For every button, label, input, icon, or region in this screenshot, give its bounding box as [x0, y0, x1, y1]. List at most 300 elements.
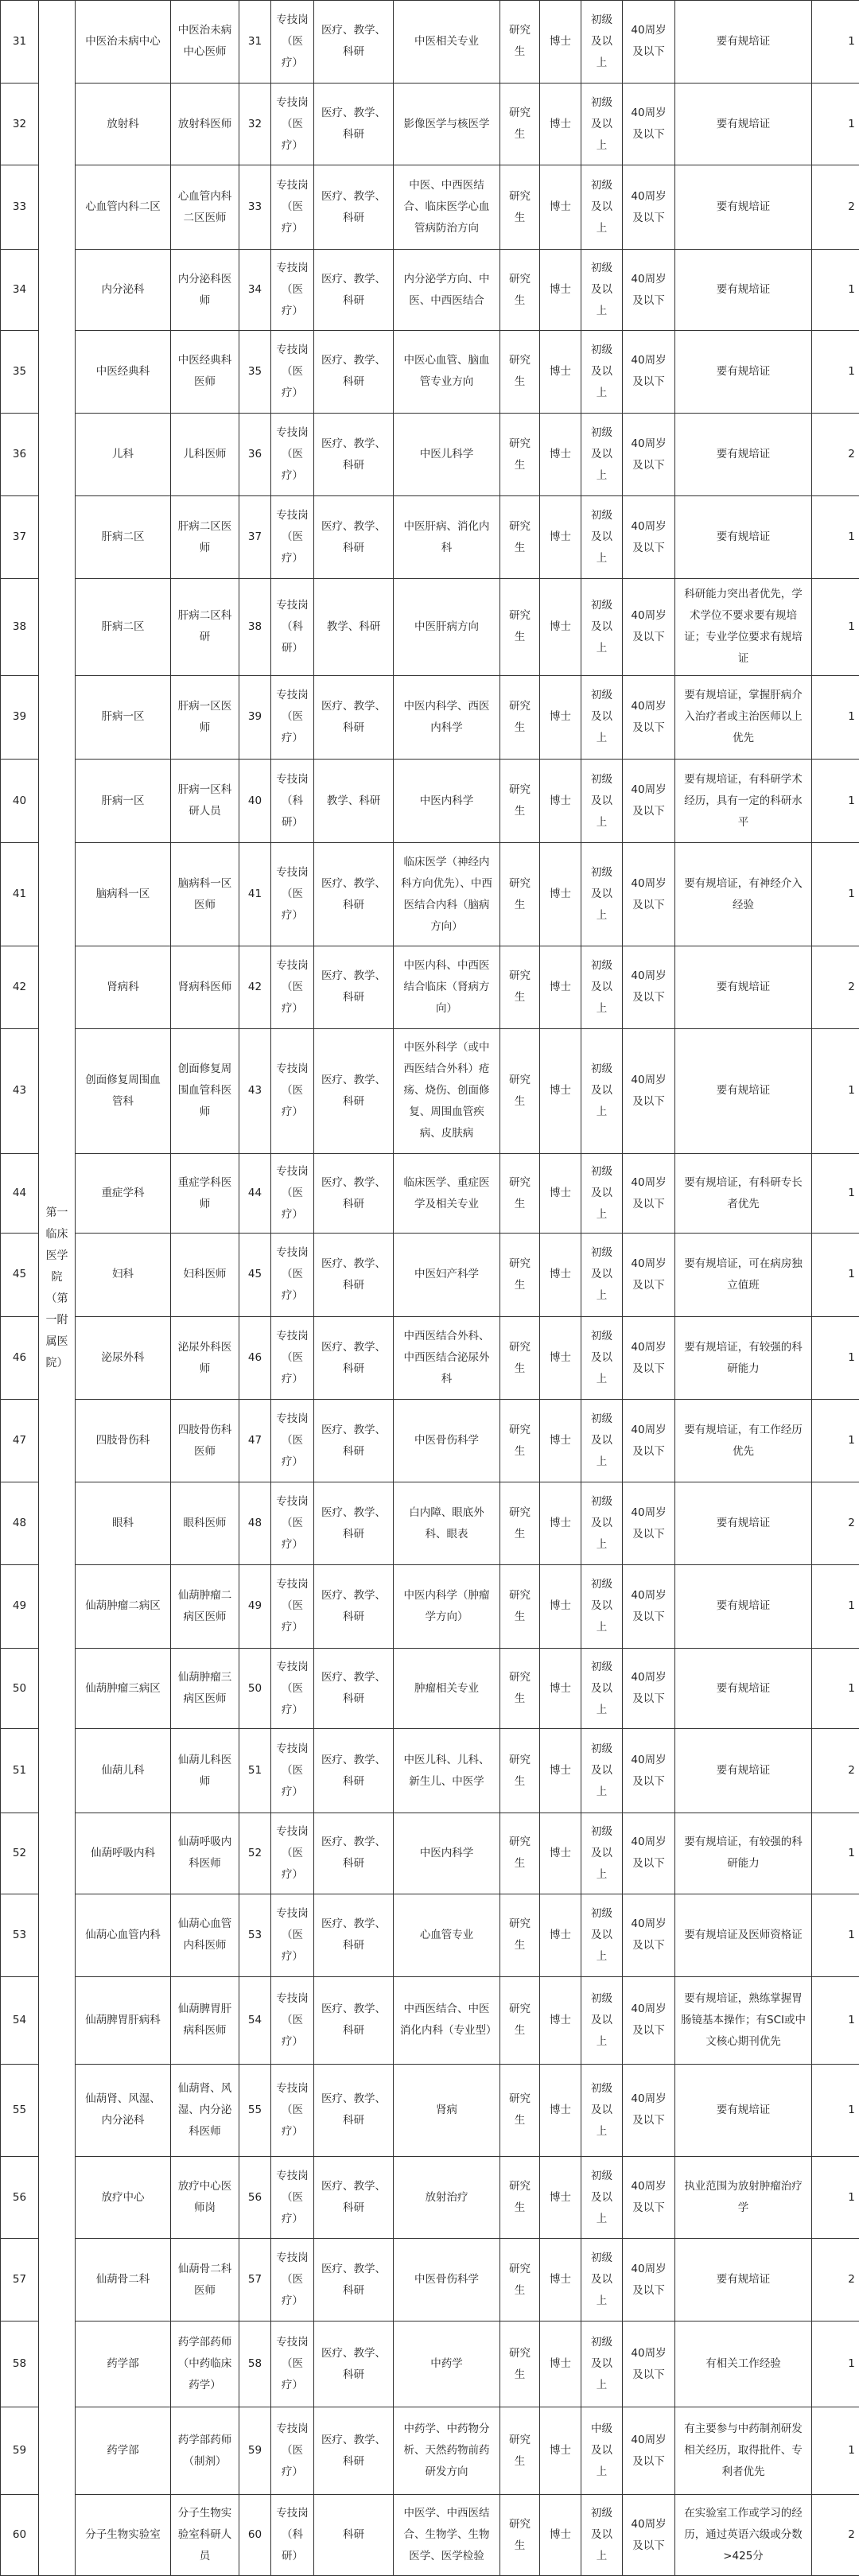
- row-number-cell: 54: [1, 1976, 39, 2064]
- position-name-cell: 妇科医师: [171, 1233, 239, 1316]
- department-cell: 内分泌科: [76, 250, 171, 331]
- row-number-cell: 36: [1, 413, 39, 496]
- title-cell: 初级及以上: [581, 2239, 623, 2322]
- title-cell: 初级及以上: [581, 760, 623, 843]
- department-cell: 儿科: [76, 413, 171, 496]
- position-code-cell: 57: [239, 2239, 271, 2322]
- age-cell: 40周岁及以下: [623, 1729, 675, 1813]
- degree-cell: 博士: [540, 250, 581, 331]
- requirement-cell: 要有规培证: [675, 2064, 812, 2156]
- position-type-cell: 专技岗（科研）: [271, 2495, 314, 2576]
- department-cell: 中医治未病中心: [76, 1, 171, 84]
- department-cell: 肝病二区: [76, 579, 171, 675]
- department-cell: 眼科: [76, 1482, 171, 1565]
- age-cell: 40周岁及以下: [623, 1976, 675, 2064]
- title-cell: 初级及以上: [581, 413, 623, 496]
- position-type-cell: 专技岗（医疗）: [271, 1813, 314, 1894]
- education-cell: 研究生: [500, 2064, 540, 2156]
- requirement-cell: 有相关工作经验: [675, 2322, 812, 2407]
- title-cell: 初级及以上: [581, 675, 623, 760]
- position-type-cell: 专技岗（医疗）: [271, 1894, 314, 1976]
- age-cell: 40周岁及以下: [623, 843, 675, 946]
- education-cell: 研究生: [500, 2156, 540, 2239]
- major-cell: 中药学、中药物分析、天然药物前药研发方向: [394, 2407, 500, 2495]
- duty-scope-cell: 教学、科研: [314, 760, 394, 843]
- position-name-cell: 仙葫儿科医师: [171, 1729, 239, 1813]
- duty-scope-cell: 医疗、教学、科研: [314, 2322, 394, 2407]
- education-cell: 研究生: [500, 2407, 540, 2495]
- row-number-cell: 55: [1, 2064, 39, 2156]
- headcount-cell: 1: [812, 2156, 859, 2239]
- table-row: [1, 1028, 859, 1154]
- requirement-cell: 要有规培证: [675, 165, 812, 250]
- education-cell: 研究生: [500, 2495, 540, 2576]
- degree-cell: 博士: [540, 1648, 581, 1729]
- headcount-cell: 1: [812, 330, 859, 413]
- row-number-cell: 59: [1, 2407, 39, 2495]
- headcount-cell: 1: [812, 1564, 859, 1648]
- position-code-cell: 50: [239, 1648, 271, 1729]
- title-cell: 初级及以上: [581, 2495, 623, 2576]
- title-cell: 初级及以上: [581, 83, 623, 165]
- headcount-cell: 1: [812, 83, 859, 165]
- education-cell: 研究生: [500, 1976, 540, 2064]
- position-type-cell: 专技岗（医疗）: [271, 675, 314, 760]
- position-name-cell: 肾病科医师: [171, 946, 239, 1028]
- table-row: [1, 330, 859, 413]
- duty-scope-cell: 医疗、教学、科研: [314, 330, 394, 413]
- major-cell: 白内障、眼底外科、眼表: [394, 1482, 500, 1565]
- major-cell: 中西医结合外科、中西医结合泌尿外科: [394, 1316, 500, 1400]
- department-cell: 仙葫骨二科: [76, 2239, 171, 2322]
- major-cell: 中医骨伤科学: [394, 2239, 500, 2322]
- duty-scope-cell: 医疗、教学、科研: [314, 1400, 394, 1482]
- position-name-cell: 分子生物实验室科研人员: [171, 2495, 239, 2576]
- age-cell: 40周岁及以下: [623, 2495, 675, 2576]
- duty-scope-cell: 科研: [314, 2495, 394, 2576]
- duty-scope-cell: 医疗、教学、科研: [314, 1233, 394, 1316]
- department-cell: 仙葫肾、风湿、内分泌科: [76, 2064, 171, 2156]
- requirement-cell: 执业范围为放射肿瘤治疗学: [675, 2156, 812, 2239]
- degree-cell: 博士: [540, 1028, 581, 1154]
- requirement-cell: 要有规培证，有工作经历优先: [675, 1400, 812, 1482]
- position-code-cell: 41: [239, 843, 271, 946]
- major-cell: 中医学、中西医结合、生物学、生物医学、医学检验: [394, 2495, 500, 2576]
- age-cell: 40周岁及以下: [623, 2407, 675, 2495]
- headcount-cell: 1: [812, 1154, 859, 1234]
- table-row: [1, 1813, 859, 1894]
- age-cell: 40周岁及以下: [623, 946, 675, 1028]
- position-type-cell: 专技岗（科研）: [271, 579, 314, 675]
- position-type-cell: 专技岗（医疗）: [271, 1729, 314, 1813]
- row-number-cell: 37: [1, 496, 39, 579]
- education-cell: 研究生: [500, 579, 540, 675]
- position-code-cell: 42: [239, 946, 271, 1028]
- row-number-cell: 49: [1, 1564, 39, 1648]
- table-row: [1, 1564, 859, 1648]
- headcount-cell: 1: [812, 1028, 859, 1154]
- degree-cell: 博士: [540, 2156, 581, 2239]
- title-cell: 初级及以上: [581, 165, 623, 250]
- title-cell: 初级及以上: [581, 1976, 623, 2064]
- requirement-cell: 科研能力突出者优先，学术学位不要求要有规培证；专业学位要求有规培证: [675, 579, 812, 675]
- department-cell: 仙葫肿瘤二病区: [76, 1564, 171, 1648]
- department-cell: 重症学科: [76, 1154, 171, 1234]
- title-cell: 初级及以上: [581, 250, 623, 331]
- title-cell: 初级及以上: [581, 1564, 623, 1648]
- position-name-cell: 泌尿外科医师: [171, 1316, 239, 1400]
- education-cell: 研究生: [500, 843, 540, 946]
- title-cell: 初级及以上: [581, 2064, 623, 2156]
- row-number-cell: 52: [1, 1813, 39, 1894]
- position-name-cell: 重症学科医师: [171, 1154, 239, 1234]
- position-code-cell: 40: [239, 760, 271, 843]
- duty-scope-cell: 医疗、教学、科研: [314, 1894, 394, 1976]
- position-name-cell: 仙葫心血管内科医师: [171, 1894, 239, 1976]
- duty-scope-cell: 医疗、教学、科研: [314, 1564, 394, 1648]
- requirement-cell: 要有规培证: [675, 946, 812, 1028]
- major-cell: 中医儿科、儿科、新生儿、中医学: [394, 1729, 500, 1813]
- position-code-cell: 51: [239, 1729, 271, 1813]
- department-cell: 放射科: [76, 83, 171, 165]
- major-cell: 中医肝病方向: [394, 579, 500, 675]
- position-type-cell: 专技岗（医疗）: [271, 2239, 314, 2322]
- department-cell: 放疗中心: [76, 2156, 171, 2239]
- position-name-cell: 中医经典科医师: [171, 330, 239, 413]
- major-cell: 内分泌学方向、中医、中西医结合: [394, 250, 500, 331]
- position-type-cell: 专技岗（医疗）: [271, 1154, 314, 1234]
- major-cell: 临床医学、重症医学及相关专业: [394, 1154, 500, 1234]
- table-row: [1, 250, 859, 331]
- major-cell: 心血管专业: [394, 1894, 500, 1976]
- duty-scope-cell: 医疗、教学、科研: [314, 250, 394, 331]
- position-code-cell: 39: [239, 675, 271, 760]
- table-row: [1, 83, 859, 165]
- table-row: [1, 2156, 859, 2239]
- row-number-cell: 47: [1, 1400, 39, 1482]
- title-cell: 初级及以上: [581, 2156, 623, 2239]
- table-row: [1, 760, 859, 843]
- degree-cell: 博士: [540, 1894, 581, 1976]
- position-code-cell: 34: [239, 250, 271, 331]
- age-cell: 40周岁及以下: [623, 675, 675, 760]
- position-type-cell: 专技岗（医疗）: [271, 83, 314, 165]
- education-cell: 研究生: [500, 1482, 540, 1565]
- table-row: [1, 1482, 859, 1565]
- headcount-cell: 1: [812, 1894, 859, 1976]
- position-code-cell: 47: [239, 1400, 271, 1482]
- position-name-cell: 创面修复周围血管科医师: [171, 1028, 239, 1154]
- department-cell: 仙葫儿科: [76, 1729, 171, 1813]
- position-name-cell: 肝病二区科研: [171, 579, 239, 675]
- age-cell: 40周岁及以下: [623, 1400, 675, 1482]
- age-cell: 40周岁及以下: [623, 496, 675, 579]
- position-code-cell: 36: [239, 413, 271, 496]
- department-cell: 肝病一区: [76, 675, 171, 760]
- major-cell: 放射治疗: [394, 2156, 500, 2239]
- row-number-cell: 58: [1, 2322, 39, 2407]
- headcount-cell: 2: [812, 2239, 859, 2322]
- major-cell: 中医内科学、西医内科学: [394, 675, 500, 760]
- headcount-cell: 1: [812, 250, 859, 331]
- education-cell: 研究生: [500, 413, 540, 496]
- duty-scope-cell: 医疗、教学、科研: [314, 946, 394, 1028]
- position-code-cell: 37: [239, 496, 271, 579]
- degree-cell: 博士: [540, 1482, 581, 1565]
- row-number-cell: 34: [1, 250, 39, 331]
- duty-scope-cell: 医疗、教学、科研: [314, 1976, 394, 2064]
- age-cell: 40周岁及以下: [623, 1028, 675, 1154]
- headcount-cell: 1: [812, 2064, 859, 2156]
- department-cell: 药学部: [76, 2322, 171, 2407]
- requirement-cell: 要有规培证: [675, 1648, 812, 1729]
- position-code-cell: 32: [239, 83, 271, 165]
- age-cell: 40周岁及以下: [623, 1154, 675, 1234]
- requirement-cell: 要有规培证，有科研专长者优先: [675, 1154, 812, 1234]
- headcount-cell: 1: [812, 1976, 859, 2064]
- headcount-cell: 1: [812, 2407, 859, 2495]
- age-cell: 40周岁及以下: [623, 579, 675, 675]
- table-row: [1, 1154, 859, 1234]
- title-cell: 初级及以上: [581, 1154, 623, 1234]
- degree-cell: 博士: [540, 2322, 581, 2407]
- headcount-cell: 1: [812, 1316, 859, 1400]
- position-code-cell: 44: [239, 1154, 271, 1234]
- position-code-cell: 52: [239, 1813, 271, 1894]
- department-cell: 肝病一区: [76, 760, 171, 843]
- table-row: [1, 1316, 859, 1400]
- duty-scope-cell: 医疗、教学、科研: [314, 1316, 394, 1400]
- education-cell: 研究生: [500, 1564, 540, 1648]
- age-cell: 40周岁及以下: [623, 2239, 675, 2322]
- position-name-cell: 药学部药师（制剂）: [171, 2407, 239, 2495]
- position-code-cell: 60: [239, 2495, 271, 2576]
- degree-cell: 博士: [540, 675, 581, 760]
- duty-scope-cell: 医疗、教学、科研: [314, 2239, 394, 2322]
- degree-cell: 博士: [540, 946, 581, 1028]
- position-type-cell: 专技岗（医疗）: [271, 330, 314, 413]
- age-cell: 40周岁及以下: [623, 1482, 675, 1565]
- duty-scope-cell: 医疗、教学、科研: [314, 1648, 394, 1729]
- department-cell: 药学部: [76, 2407, 171, 2495]
- table-row: [1, 1233, 859, 1316]
- position-name-cell: 肝病二区医师: [171, 496, 239, 579]
- degree-cell: 博士: [540, 1, 581, 84]
- duty-scope-cell: 医疗、教学、科研: [314, 413, 394, 496]
- position-type-cell: 专技岗（医疗）: [271, 1400, 314, 1482]
- degree-cell: 博士: [540, 760, 581, 843]
- position-name-cell: 仙葫呼吸内科医师: [171, 1813, 239, 1894]
- major-cell: 中医内科学: [394, 1813, 500, 1894]
- major-cell: 中医妇产科学: [394, 1233, 500, 1316]
- position-type-cell: 专技岗（医疗）: [271, 1028, 314, 1154]
- position-name-cell: 仙葫肿瘤二病区医师: [171, 1564, 239, 1648]
- table-row: [1, 675, 859, 760]
- row-number-cell: 39: [1, 675, 39, 760]
- position-code-cell: 31: [239, 1, 271, 84]
- degree-cell: 博士: [540, 1154, 581, 1234]
- position-code-cell: 59: [239, 2407, 271, 2495]
- row-number-cell: 40: [1, 760, 39, 843]
- table-row: [1, 1976, 859, 2064]
- major-cell: 中医外科学（或中西医结合外科）疮疡、烧伤、创面修复、周围血管疾病、皮肤病: [394, 1028, 500, 1154]
- position-name-cell: 药学部药师（中药临床药学）: [171, 2322, 239, 2407]
- row-number-cell: 60: [1, 2495, 39, 2576]
- duty-scope-cell: 医疗、教学、科研: [314, 843, 394, 946]
- education-cell: 研究生: [500, 2322, 540, 2407]
- row-number-cell: 45: [1, 1233, 39, 1316]
- headcount-cell: 2: [812, 2495, 859, 2576]
- major-cell: 中医心血管、脑血管专业方向: [394, 330, 500, 413]
- table-row: [1, 413, 859, 496]
- position-name-cell: 内分泌科医师: [171, 250, 239, 331]
- position-code-cell: 55: [239, 2064, 271, 2156]
- major-cell: 肿瘤相关专业: [394, 1648, 500, 1729]
- position-type-cell: 专技岗（医疗）: [271, 1564, 314, 1648]
- position-name-cell: 肝病一区科研人员: [171, 760, 239, 843]
- position-type-cell: 专技岗（医疗）: [271, 2407, 314, 2495]
- title-cell: 初级及以上: [581, 496, 623, 579]
- requirement-cell: 要有规培证，有较强的科研能力: [675, 1316, 812, 1400]
- major-cell: 中医内科学（肿瘤学方向）: [394, 1564, 500, 1648]
- major-cell: 中药学: [394, 2322, 500, 2407]
- major-cell: 中医肝病、消化内科: [394, 496, 500, 579]
- education-cell: 研究生: [500, 2239, 540, 2322]
- department-cell: 仙葫呼吸内科: [76, 1813, 171, 1894]
- education-cell: 研究生: [500, 83, 540, 165]
- title-cell: 初级及以上: [581, 1, 623, 84]
- age-cell: 40周岁及以下: [623, 83, 675, 165]
- position-name-cell: 眼科医师: [171, 1482, 239, 1565]
- education-cell: 研究生: [500, 946, 540, 1028]
- requirement-cell: 要有规培证，可在病房独立值班: [675, 1233, 812, 1316]
- row-number-cell: 32: [1, 83, 39, 165]
- degree-cell: 博士: [540, 1400, 581, 1482]
- degree-cell: 博士: [540, 1813, 581, 1894]
- position-code-cell: 53: [239, 1894, 271, 1976]
- headcount-cell: 2: [812, 1482, 859, 1565]
- duty-scope-cell: 医疗、教学、科研: [314, 2407, 394, 2495]
- requirement-cell: 要有规培证，有科研学术经历，具有一定的科研水平: [675, 760, 812, 843]
- requirement-cell: 在实验室工作或学习的经历，通过英语六级或分数>425分: [675, 2495, 812, 2576]
- duty-scope-cell: 医疗、教学、科研: [314, 496, 394, 579]
- position-name-cell: 放疗中心医师岗: [171, 2156, 239, 2239]
- duty-scope-cell: 医疗、教学、科研: [314, 2156, 394, 2239]
- education-cell: 研究生: [500, 1813, 540, 1894]
- position-name-cell: 儿科医师: [171, 413, 239, 496]
- degree-cell: 博士: [540, 2495, 581, 2576]
- title-cell: 初级及以上: [581, 843, 623, 946]
- department-cell: 妇科: [76, 1233, 171, 1316]
- major-cell: 中医内科学: [394, 760, 500, 843]
- age-cell: 40周岁及以下: [623, 413, 675, 496]
- position-type-cell: 专技岗（医疗）: [271, 1316, 314, 1400]
- duty-scope-cell: 医疗、教学、科研: [314, 1028, 394, 1154]
- degree-cell: 博士: [540, 330, 581, 413]
- title-cell: 初级及以上: [581, 1400, 623, 1482]
- requirement-cell: 要有规培证: [675, 330, 812, 413]
- position-type-cell: 专技岗（医疗）: [271, 496, 314, 579]
- requirement-cell: 要有规培证: [675, 1028, 812, 1154]
- position-code-cell: 54: [239, 1976, 271, 2064]
- requirement-cell: 要有规培证，熟练掌握胃肠镜基本操作；有SCI或中文核心期刊优先: [675, 1976, 812, 2064]
- age-cell: 40周岁及以下: [623, 1813, 675, 1894]
- row-number-cell: 43: [1, 1028, 39, 1154]
- table-row: [1, 1894, 859, 1976]
- row-number-cell: 38: [1, 579, 39, 675]
- position-code-cell: 56: [239, 2156, 271, 2239]
- requirement-cell: 有主要参与中药制剂研发相关经历，取得批件、专利者优先: [675, 2407, 812, 2495]
- duty-scope-cell: 教学、科研: [314, 579, 394, 675]
- table-row: [1, 2239, 859, 2322]
- education-cell: 研究生: [500, 165, 540, 250]
- position-type-cell: 专技岗（医疗）: [271, 2322, 314, 2407]
- department-cell: 四肢骨伤科: [76, 1400, 171, 1482]
- education-cell: 研究生: [500, 250, 540, 331]
- education-cell: 研究生: [500, 1648, 540, 1729]
- requirement-cell: 要有规培证: [675, 413, 812, 496]
- degree-cell: 博士: [540, 1316, 581, 1400]
- duty-scope-cell: 医疗、教学、科研: [314, 165, 394, 250]
- position-type-cell: 专技岗（医疗）: [271, 1, 314, 84]
- title-cell: 初级及以上: [581, 1648, 623, 1729]
- position-type-cell: 专技岗（医疗）: [271, 946, 314, 1028]
- degree-cell: 博士: [540, 1564, 581, 1648]
- age-cell: 40周岁及以下: [623, 250, 675, 331]
- department-cell: 创面修复周围血管科: [76, 1028, 171, 1154]
- title-cell: 初级及以上: [581, 1729, 623, 1813]
- row-number-cell: 51: [1, 1729, 39, 1813]
- title-cell: 初级及以上: [581, 579, 623, 675]
- requirement-cell: 要有规培证: [675, 1482, 812, 1565]
- table-row: [1, 2064, 859, 2156]
- degree-cell: 博士: [540, 2407, 581, 2495]
- title-cell: 初级及以上: [581, 330, 623, 413]
- age-cell: 40周岁及以下: [623, 330, 675, 413]
- major-cell: 中医骨伤科学: [394, 1400, 500, 1482]
- position-type-cell: 专技岗（医疗）: [271, 843, 314, 946]
- education-cell: 研究生: [500, 1894, 540, 1976]
- requirement-cell: 要有规培证: [675, 496, 812, 579]
- row-number-cell: 50: [1, 1648, 39, 1729]
- title-cell: 初级及以上: [581, 1482, 623, 1565]
- headcount-cell: 1: [812, 760, 859, 843]
- duty-scope-cell: 医疗、教学、科研: [314, 1482, 394, 1565]
- major-cell: 肾病: [394, 2064, 500, 2156]
- degree-cell: 博士: [540, 2239, 581, 2322]
- age-cell: 40周岁及以下: [623, 2322, 675, 2407]
- position-code-cell: 58: [239, 2322, 271, 2407]
- requirement-cell: 要有规培证: [675, 2239, 812, 2322]
- title-cell: 初级及以上: [581, 1316, 623, 1400]
- title-cell: 初级及以上: [581, 1028, 623, 1154]
- headcount-cell: 1: [812, 2322, 859, 2407]
- row-number-cell: 44: [1, 1154, 39, 1234]
- education-cell: 研究生: [500, 760, 540, 843]
- duty-scope-cell: 医疗、教学、科研: [314, 1, 394, 84]
- table-row: [1, 496, 859, 579]
- table-row: [1, 1648, 859, 1729]
- position-name-cell: 仙葫肾、风湿、内分泌科医师: [171, 2064, 239, 2156]
- row-number-cell: 46: [1, 1316, 39, 1400]
- position-type-cell: 专技岗（医疗）: [271, 250, 314, 331]
- position-code-cell: 43: [239, 1028, 271, 1154]
- age-cell: 40周岁及以下: [623, 1564, 675, 1648]
- title-cell: 初级及以上: [581, 1813, 623, 1894]
- degree-cell: 博士: [540, 1729, 581, 1813]
- title-cell: 初级及以上: [581, 946, 623, 1028]
- duty-scope-cell: 医疗、教学、科研: [314, 1813, 394, 1894]
